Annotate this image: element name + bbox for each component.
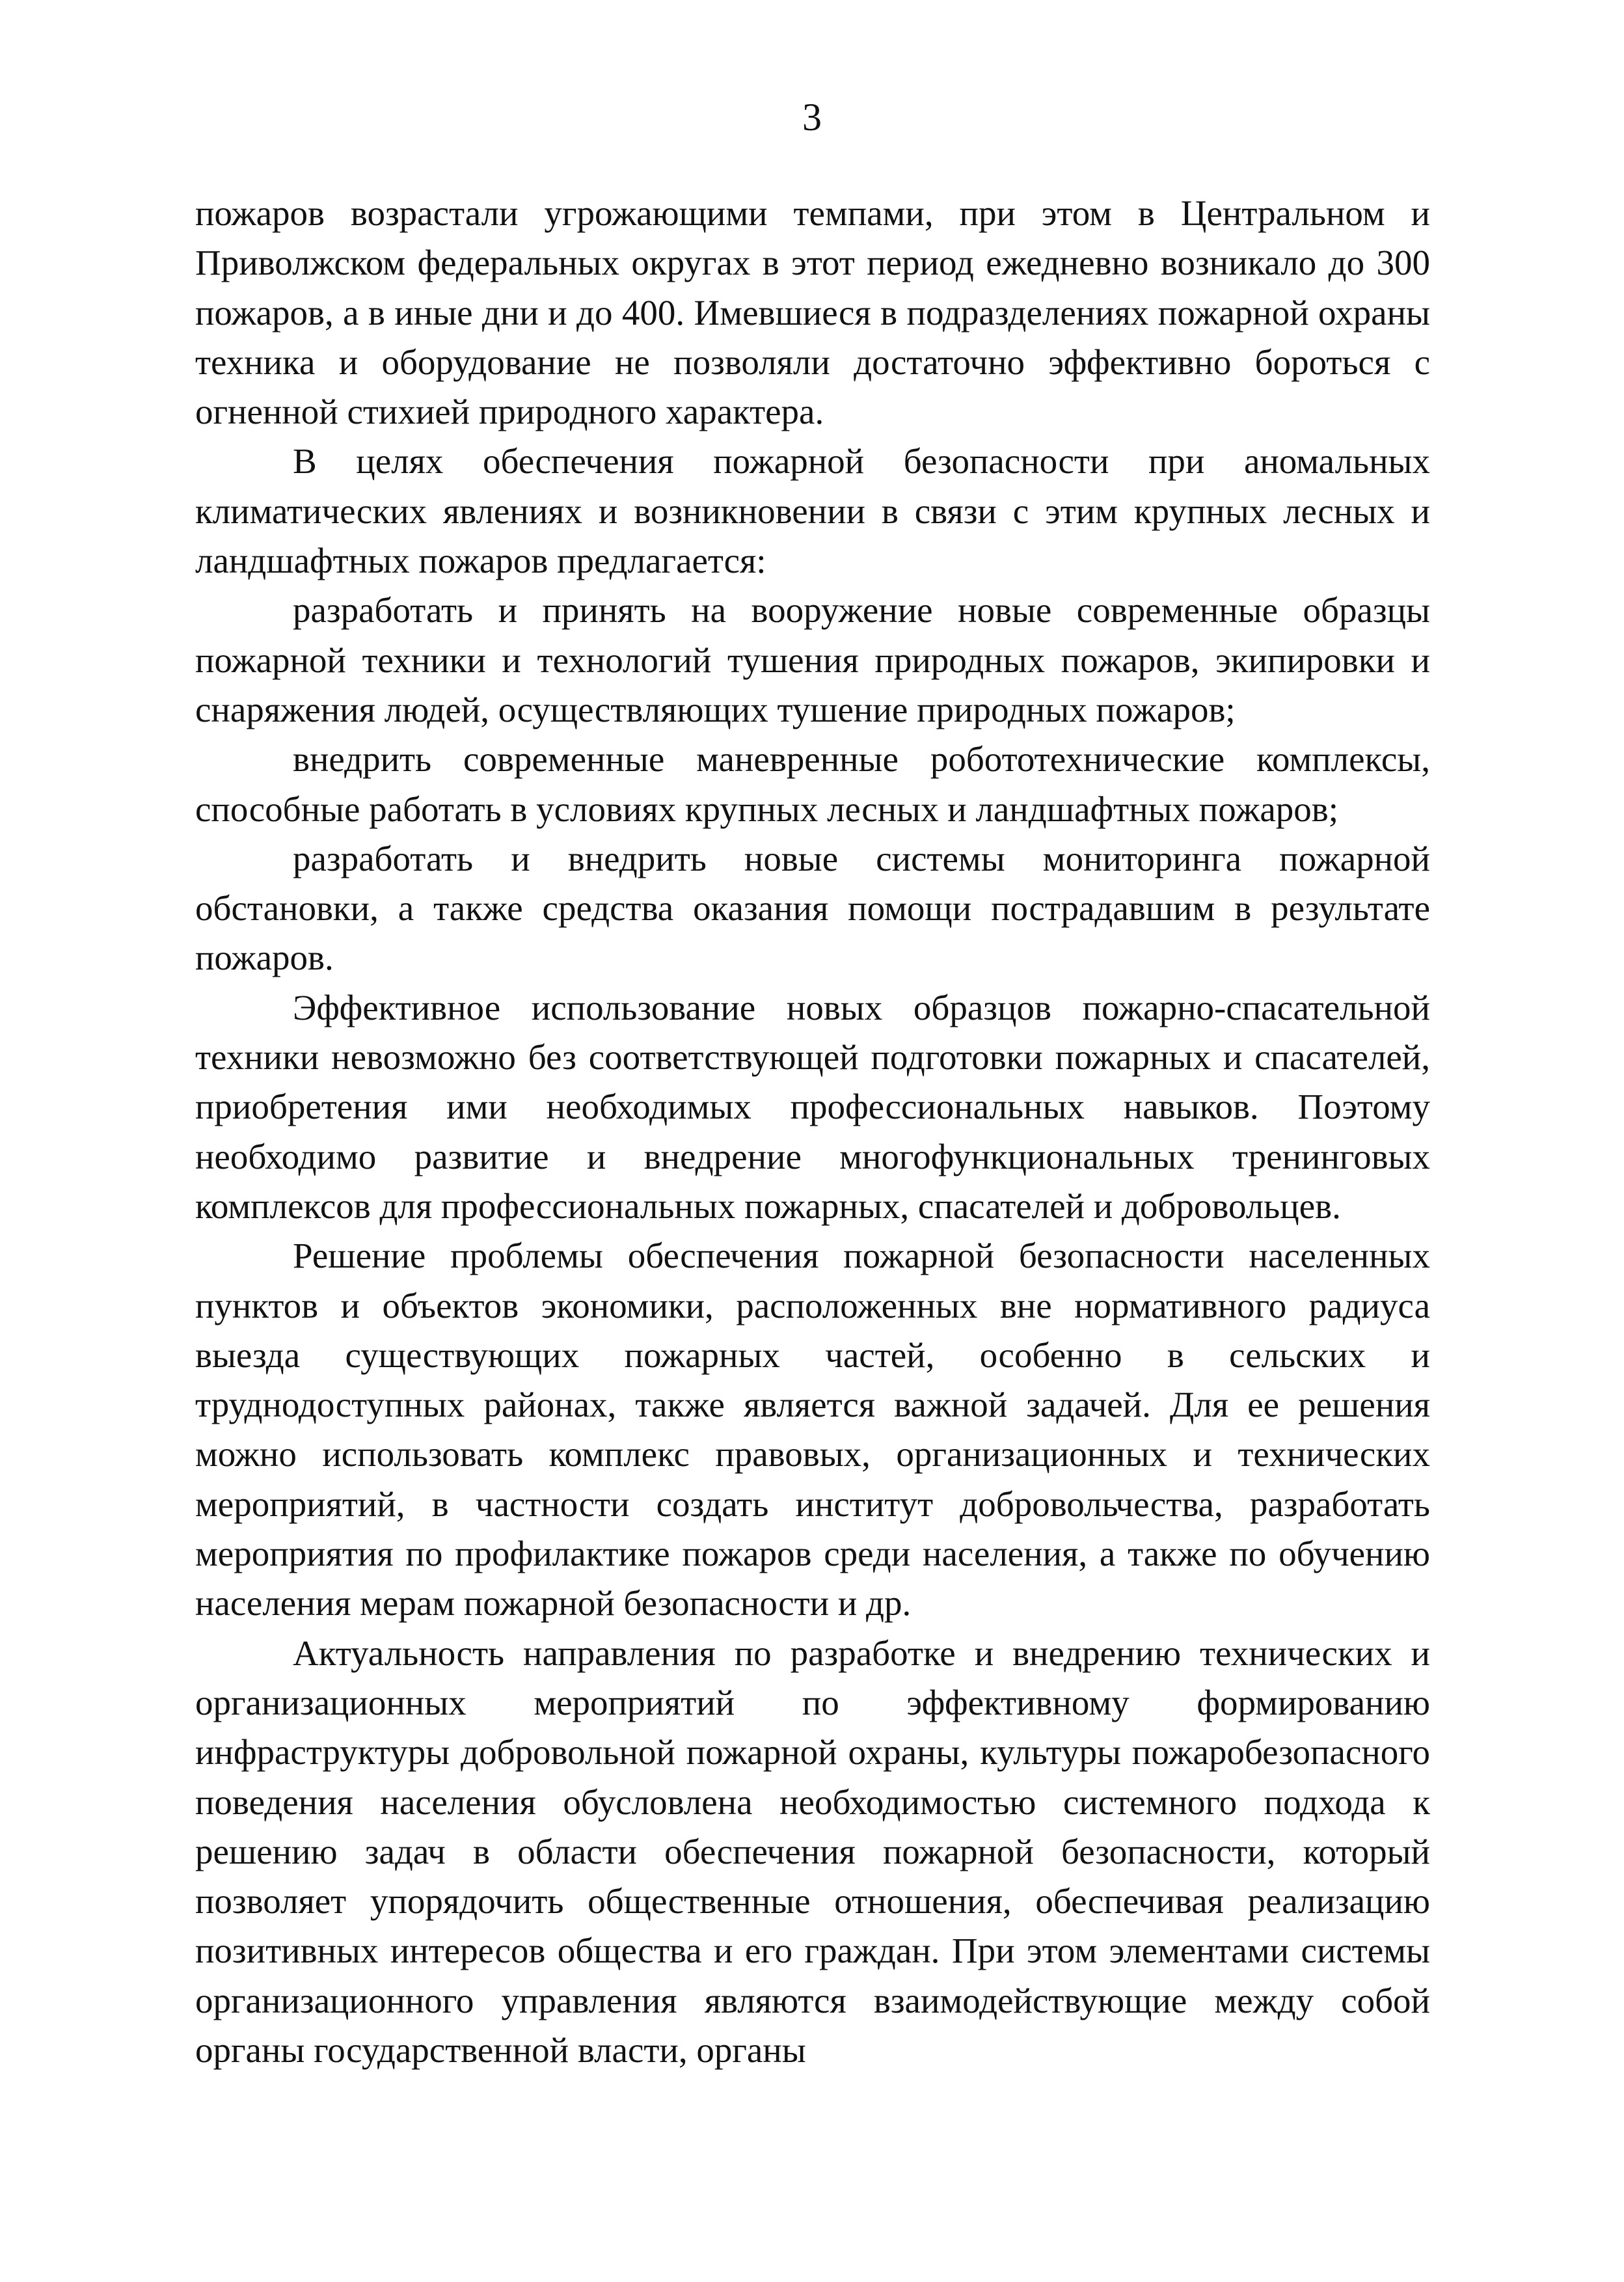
page-number: 3 — [802, 96, 822, 139]
paragraph-proposal-intro: В целях обеспечения пожарной безопасности при аномальных климатических явлениях и возникновении в связи с этим крупных лесных и ландшафтных пожаров предлагается: — [195, 441, 1430, 581]
paragraph-proposal-monitoring: разработать и внедрить новые системы мониторинга пожарной обстановки, а также средства оказания помощи пострадавшим в результате пожаров. — [195, 838, 1430, 978]
paragraph-proposal-equipment: разработать и принять на вооружение новые современные образцы пожарной техники и технологий тушения природных пожаров, экипировки и снаряжения людей, осуществляющих тушение природных пожаров; — [195, 590, 1430, 729]
body-text — [195, 189, 1430, 2075]
paragraph-relevance: Актуальность направления по разработке и внедрению технических и организационных мероприятий по эффективному формированию инфраструктуры добровольной пожарной охраны, культуры пожаробезопасного поведения населения обусловлена необходимостью системного подхода к решению задач в области обеспечения пожарной безопасности, который позволяет упорядочить общественные отношения, обеспечивая реализацию позитивных интересов общества и его граждан. При этом элементами системы организационного управления являются взаимодействующие между собой органы государственной власти, органы — [195, 1633, 1430, 2070]
paragraph-remote-areas: Решение проблемы обеспечения пожарной безопасности населенных пунктов и объектов экономики, расположенных вне нормативного радиуса выезда существующих пожарных частей, особенно в сельских и труднодоступных районах, также является важной задачей. Для ее решения можно использовать комплекс правовых, организационных и технических мероприятий, в частности создать институт добровольчества, разработать мероприятия по профилактике пожаров среди населения, а также по обучению населения мерам пожарной безопасности и др. — [195, 1236, 1430, 1623]
paragraph-continuation: пожаров возрастали угрожающими темпами, при этом в Центральном и Приволжском федеральных округах в этот период ежедневно возникало до 300 пожаров, а в иные дни и до 400. Имевшиеся в подразделениях пожарной охраны техника и оборудование не позволяли достаточно эффективно бороться с огненной стихией природного характера. — [195, 193, 1430, 432]
paragraph-proposal-robotics: внедрить современные маневренные робототехнические комплексы, способные работать в условиях крупных лесных и ландшафтных пожаров; — [195, 739, 1430, 829]
paragraph-training: Эффективное использование новых образцов пожарно-спасательной техники невозможно без соответствующей подготовки пожарных и спасателей, приобретения ими необходимых профессиональных навыков. Поэтому необходимо развитие и внедрение многофункциональных тренинговых комплексов для профессиональных пожарных, спасателей и добровольцев. — [195, 987, 1430, 1226]
